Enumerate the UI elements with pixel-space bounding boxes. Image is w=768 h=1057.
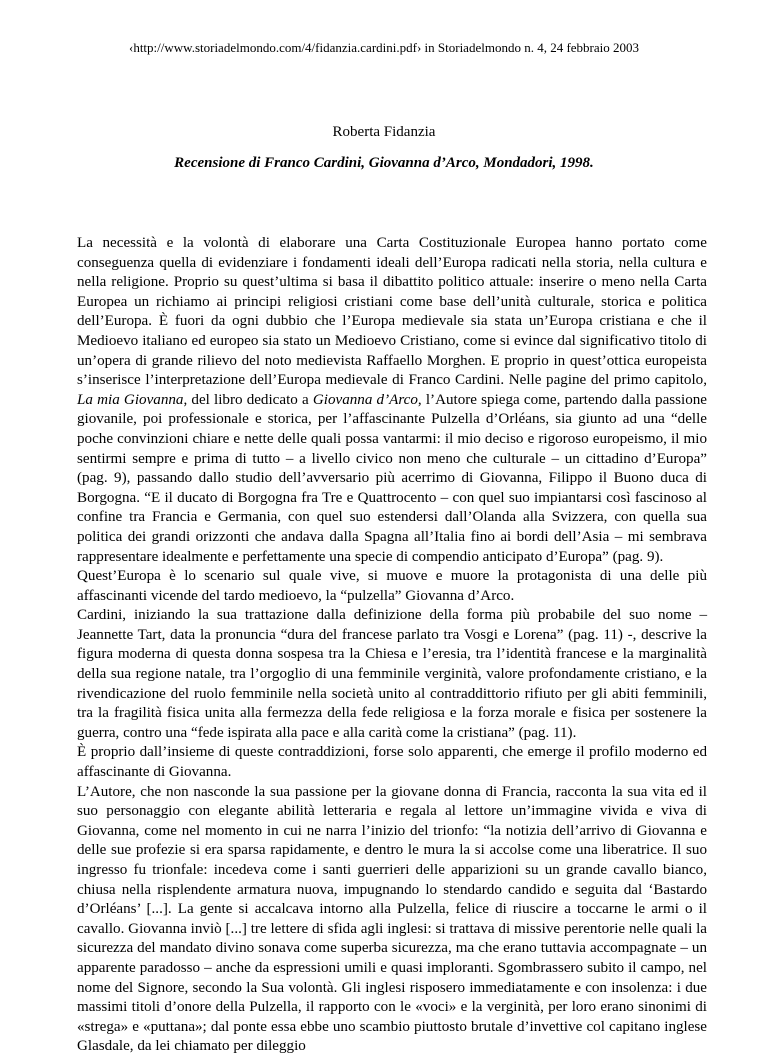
article-title: Recensione di Franco Cardini, Giovanna d’Arco, Mondadori, 1998. <box>174 155 594 171</box>
paragraph: L’Autore, che non nasconde la sua passione per la giovane donna di Francia, racconta la sua vita ed il suo personaggio con elegante abilità letteraria e regala al lettore un’immagine vivida e viva di Giovanna, come nel momento in cui ne narra l’inizio del trionfo: “la notizia dell’arrivo di Giovanna e delle sue profezie si era sparsa rapidamente, e dentro le mura la si accolse come una liberatrice. Il suo ingresso fu trionfale: incedeva come i santi guerrieri delle apparizioni su un grande cavallo bianco, chiusa nella risplendente armatura nuova, impugnando lo stendardo candido e seguita dal ‘Bastardo d’Orléans’ [...]. La gente si accalcava intorno alla Pulzella, felice di riuscire a toccarne le armi o il cavallo. Giovanna inviò [...] tre lettere di sfida agli inglesi: si trattava di missive perentorie nelle quali la sicurezza del mandato divino sonava come superba sicurezza, ma che erano tuttavia accompagnate – un apparente paradosso – anche da espressioni umili e quasi imploranti. Sgombrassero subito il campo, nel nome del Signore, secondo la Sua volontà. Gli inglesi risposero immediatamente e con insolenza: i due massimi titoli d’onore della Pulzella, il rapporto con le «voci» e la verginità, per loro erano sinonimi di «strega» e «puttana»; dal ponte essa ebbe uno scambio piuttosto brutale d’invettive col capitano inglese Glasdale, da lei chiamato per dileggio <box>77 783 707 1055</box>
chapter-title: La mia Giovanna <box>77 391 184 408</box>
paragraph: Quest’Europa è lo scenario sul quale vive, si muove e muore la protagonista di una delle più affascinanti vicende del tardo medioevo, la “pulzella” Giovanna d’Arco. <box>77 568 707 604</box>
book-title: Giovanna d’Arco <box>312 391 418 408</box>
paragraph: Cardini, iniziando la sua trattazione dalla definizione della forma più probabile del suo nome – Jeannette Tart, data la pronuncia “dura del francese parlato tra Vosgi e Lorena” (pag. 11) -, descrive la figura moderna di questa donna sospesa tra la Chiesa e l’eresia, tra l’identità francese e la marginalità della sua regione natale, tra l’orgoglio di una femminile verginità, valore profondamente cristiano, e la rivendicazione del ruolo femminile nella società unito al contraddittorio rifiuto per gli abiti femminili, tra la fragilità fisica unita alla fermezza della fede religiosa e la forza morale e fisica per sostenere la guerra, contro una “fede ispirata alla pace e alla carità come la cristiana” (pag. 11). <box>77 607 707 741</box>
article-author: Roberta Fidanzia <box>332 124 436 140</box>
article-body <box>77 234 707 1057</box>
source-header: ‹http://www.storiadelmondo.com/4/fidanzia.cardini.pdf› in Storiadelmondo n. 4, 24 febbraio 2003 <box>128 40 640 55</box>
paragraph: La necessità e la volontà di elaborare una Carta Costituzionale Europea hanno portato come conseguenza quella di evidenziare i fondamenti ideali dell’Europa radicati nella storia, nella cultura e nella religione. Proprio su quest’ultima si basa il dibattito politico attuale: inserire o meno nella Carta Europea un richiamo ai principi religiosi cristiani come base dell’unità culturale, storica e politica dell’Europa. È fuori da ogni dubbio che l’Europa medievale sia stata un’Europa cristiana e che il Medioevo italiano ed europeo sia stato un Medioevo Cristiano, come si evince dal significativo titolo di un’opera di grande rilievo del noto medievista Raffaello Morghen. E proprio in quest’ottica europeista s’inserisce l’interpretazione dell’Europa medievale di Franco Cardini. Nelle pagine del primo capitolo, La mia Giovanna, del libro dedicato a Giovanna d’Arco, l’Autore spiega come, partendo dalla passione giovanile, poi professionale e storica, per l’affascinante Pulzella d’Orléans, sia giunto ad una “delle poche convinzioni chiare e nette delle quali possa vantarmi: il mio deciso e rigoroso europeismo, il mio sentirmi sempre e prima di tutto – a livello civico non meno che culturale – un cittadino d’Europa” (pag. 9), passando dallo studio dell’avversario più acerrimo di Giovanna, Filippo il Buono duca di Borgogna. “E il ducato di Borgogna fra Tre e Quattrocento – con quel suo impiantarsi così fascinoso al confine tra Francia e Germania, con quel suo estendersi dall’Olanda alla Svizzera, con quella sua politica dei grandi orizzonti che andava dalla Spagna all’Italia fino ai bordi dell’Asia – mi sembrava rappresentare idealmente e perfettamente una specie di compendio anticipato d’Europa” (pag. 9). <box>77 235 707 565</box>
paragraph: È proprio dall’insieme di queste contraddizioni, forse solo apparenti, che emerge il profilo moderno ed affascinante di Giovanna. <box>77 744 707 781</box>
